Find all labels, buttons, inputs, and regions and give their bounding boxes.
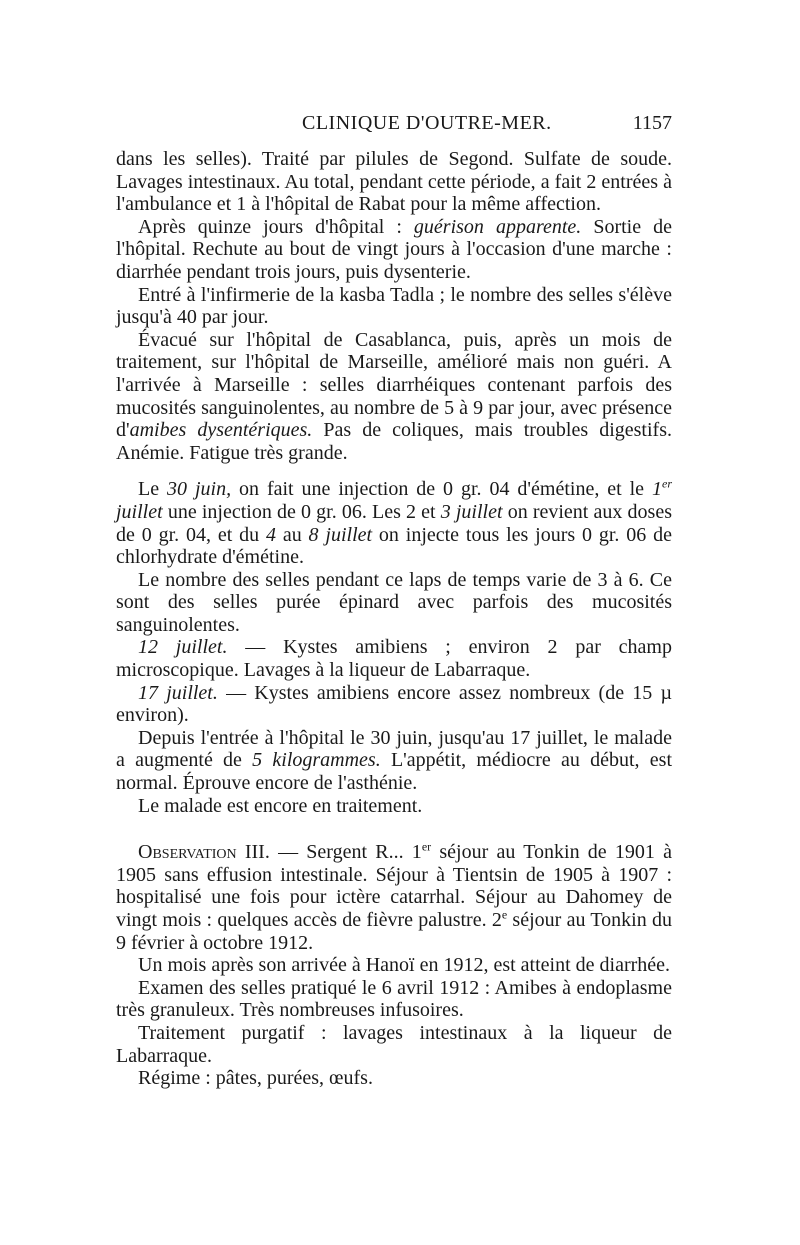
paragraph-3-text: Entré à l'infirmerie de la kasba Tadla ; le nombre des selles s'élève jusqu'à 40 par jour. (116, 283, 672, 329)
p9-seg-c: L'appétit, médiocre au début, est normal. Éprouve encore de l'asthénie. (116, 749, 672, 795)
paragraph-4-text-end: Pas de coliques, mais troubles digestifs. Anémie. Fatigue très grande. (116, 419, 672, 464)
p9-seg-b: 5 kilogrammes. (252, 749, 381, 772)
p9-seg-a: Depuis l'entrée à l'hôpital le 30 juin, jusqu'au 17 juillet, le malade a augmenté de (116, 726, 672, 772)
p11-seg-d: séjour au Tonkin de 1901 à 1905 sans effusion intestinale. Séjour à Tientsin de 1905 à 1907 : hospitalisé une fois pour ictère catarrhal. Séjour au Dahomey de vingt mois : quelques accès de fièvre palustre. 2 (116, 841, 672, 931)
paragraph-6-text: Le nombre des selles pendant ce laps de temps varie de 3 à 6. Ce sont des selles purée épinard avec parfois des mucosités sanguinolentes. (116, 568, 672, 636)
paragraph-8 (116, 682, 672, 727)
paragraph-4-text: Évacué sur l'hôpital de Casablanca, puis, après un mois de traitement, sur l'hôpital de Marseille, amélioré mais non guéri. A l'arrivée à Marseille : selles diarrhéiques contenant parfois des mucosités sanguinolentes, au nombre de 5 à 9 par jour, avec présence d' (116, 328, 672, 442)
paragraph-6 (116, 569, 672, 637)
paragraph-12-text: Un mois après son arrivée à Hanoï en 1912, est atteint de diarrhée. (138, 954, 671, 977)
p11-seg-b: III. — Sergent R... 1 (236, 841, 422, 864)
observation-label: Observation (138, 841, 237, 864)
paragraph-13-text: Examen des selles pratiqué le 6 avril 1912 : Amibes à endoplasme très granuleux. Très nombreuses infusoires. (116, 976, 672, 1022)
paragraph-4-italic: amibes dysentériques. (129, 419, 313, 442)
p11-sup-e: e (501, 907, 508, 922)
p5-sup-er: er (662, 476, 672, 491)
paragraph-10 (116, 795, 672, 818)
p5-seg-f: juillet (116, 500, 163, 523)
p7-text: — Kystes amibiens ; environ 2 par champ microscopique. Lavages à la liqueur de Labarraque. (116, 636, 672, 682)
paragraph-15-text: Régime : pâtes, purées, œufs. (138, 1067, 373, 1090)
p5-seg-m: on injecte tous les jours 0 gr. 06 de chlorhydrate d'émétine. (116, 523, 672, 569)
p11-sup-er: er (421, 839, 432, 854)
paragraph-12 (116, 954, 672, 977)
p5-seg-c: on fait une injection de 0 gr. 04 d'émétine, et le (231, 478, 652, 501)
p11-seg-f: séjour au Tonkin du 9 février à octobre 1912. (116, 909, 672, 954)
p5-seg-d: 1 (652, 478, 662, 501)
paragraph-2-italic: guérison apparente. (413, 215, 582, 238)
paragraph-9 (116, 727, 672, 795)
p8-date: 17 juillet. (138, 681, 218, 704)
paragraph-13 (116, 977, 672, 1022)
paragraph-3 (116, 284, 672, 329)
paragraph-11 (116, 841, 672, 954)
paragraph-14-text: Traitement purgatif : lavages intestinaux à la liqueur de Labarraque. (116, 1021, 672, 1067)
paragraph-2-text-end: Sortie de l'hôpital. Rechute au bout de vingt jours à l'occasion d'une marche : diarrhée pendant trois jours, puis dysenterie. (116, 215, 673, 283)
paragraph-1 (116, 148, 672, 216)
p5-seg-k: au (275, 523, 309, 546)
paragraph-2 (116, 216, 672, 284)
running-title: CLINIQUE D'OUTRE-MER. (302, 112, 552, 134)
paragraph-15 (116, 1067, 672, 1090)
paragraph-7 (116, 636, 672, 681)
p7-date: 12 juillet. (138, 636, 228, 659)
p5-seg-h: 3 juillet (440, 500, 503, 523)
p5-seg-l: 8 juillet (308, 523, 373, 546)
p5-seg-a: Le (138, 478, 168, 501)
page-number: 1157 (632, 112, 672, 134)
p5-seg-b: 30 juin, (167, 478, 232, 501)
p5-seg-j: 4 (265, 523, 276, 546)
paragraph-10-text: Le malade est encore en traitement. (138, 794, 423, 817)
paragraph-2-text: Après quinze jours d'hôpital : (138, 215, 414, 238)
paragraph-1-text: dans les selles). Traité par pilules de Segond. Sulfate de soude. Lavages intestinaux. Au total, pendant cette période, a fait 2 entrées à l'ambulance et 1 à l'hôpital de Rabat pour la même affection. (116, 148, 672, 216)
paragraph-4 (116, 329, 672, 465)
paragraph-5 (116, 478, 672, 568)
paragraph-14 (116, 1022, 672, 1067)
p5-seg-i: on revient aux doses de 0 gr. 04, et du (116, 500, 672, 546)
p5-seg-g: une injection de 0 gr. 06. Les 2 et (162, 500, 441, 523)
page-header (116, 112, 672, 142)
body-text (116, 148, 672, 1090)
p8-text: — Kystes amibiens encore assez nombreux (de 15 µ environ). (116, 681, 672, 727)
